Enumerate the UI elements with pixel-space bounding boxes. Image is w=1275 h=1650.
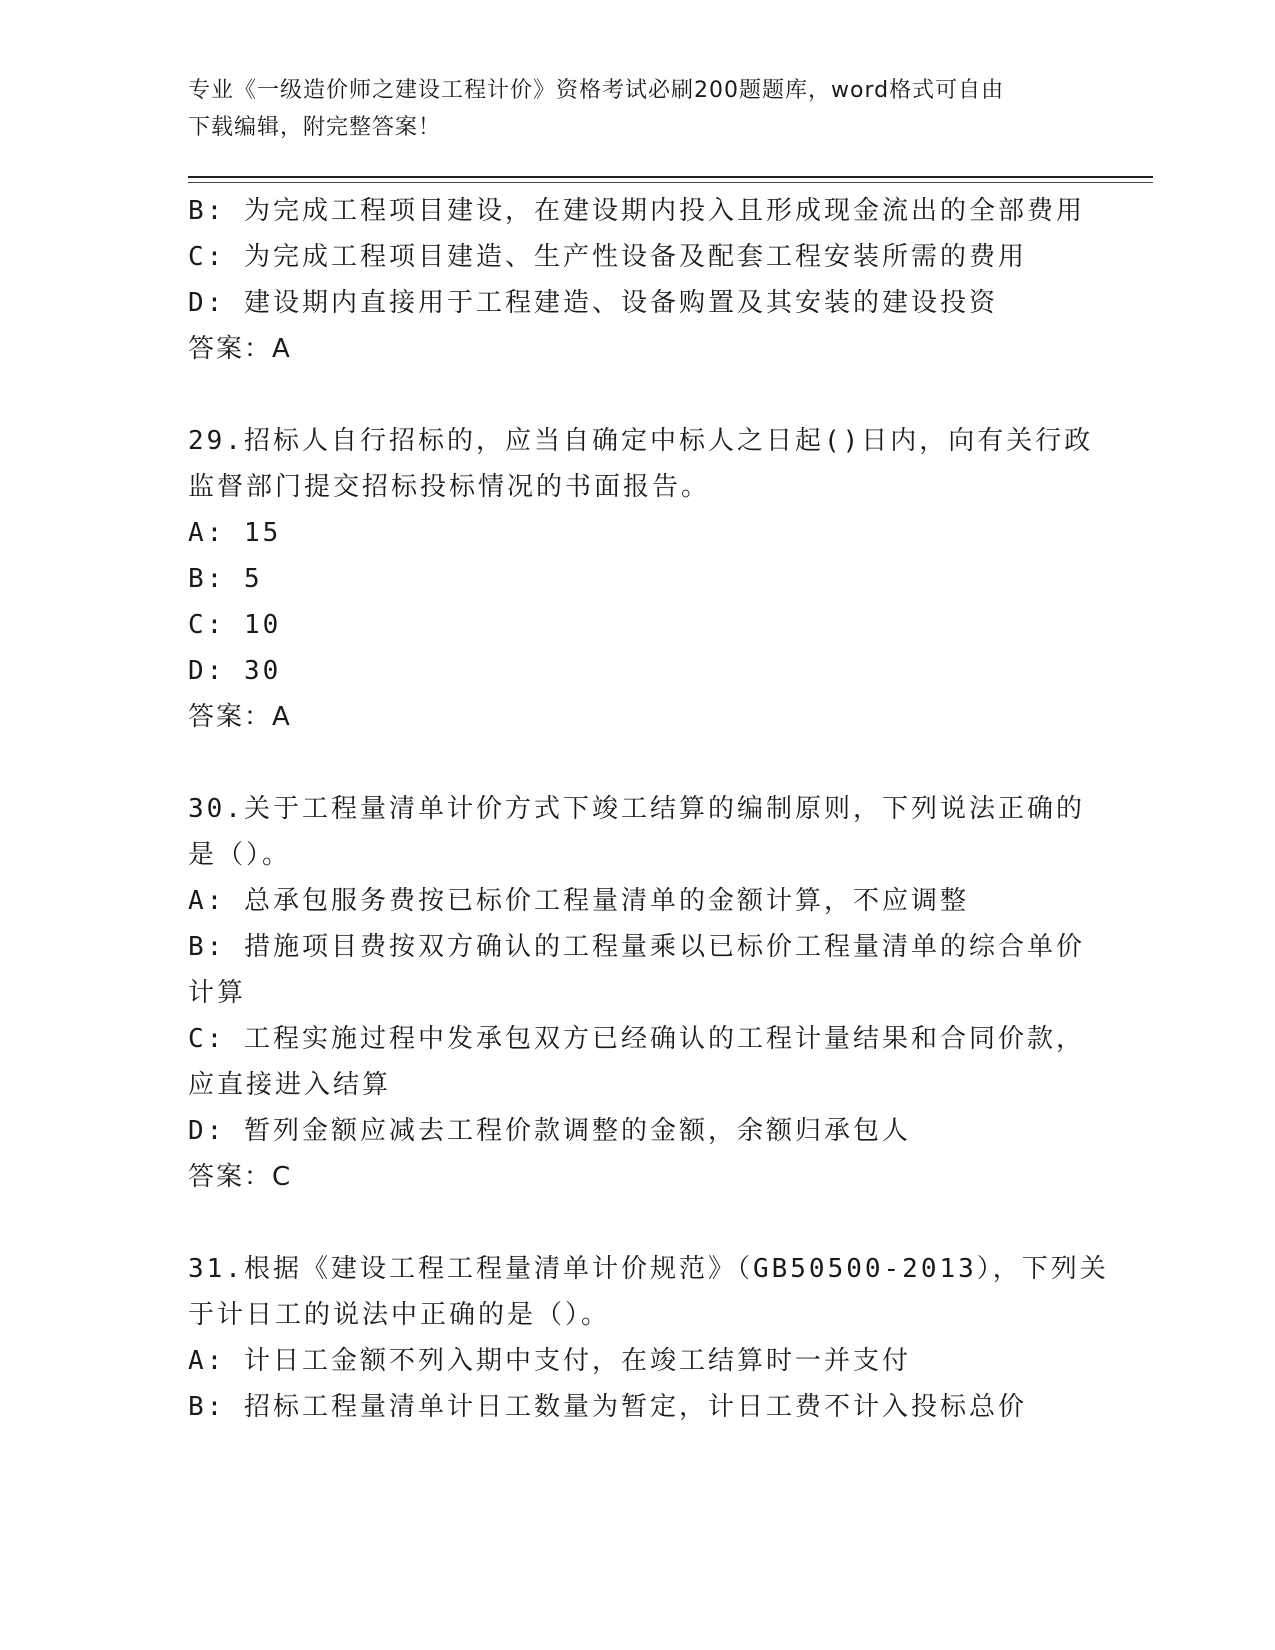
question-stem-line-2: 是（）。	[188, 840, 292, 870]
question-spacer	[188, 1200, 1088, 1246]
question-stem-line-2: 于计日工的说法中正确的是（）。	[188, 1300, 611, 1330]
question-stem-line-1: 30.关于工程量清单计价方式下竣工结算的编制原则，下列说法正确的	[188, 794, 1085, 824]
question-28	[188, 188, 1088, 372]
question-30	[188, 786, 1088, 1200]
question-spacer	[188, 740, 1088, 786]
question-spacer	[188, 372, 1088, 418]
header-rule-thick	[188, 176, 1153, 178]
option-b-line-2: 计算	[188, 978, 247, 1008]
option-a: A: 15	[188, 518, 282, 548]
option-b: B: 为完成工程项目建设，在建设期内投入且形成现金流出的全部费用	[188, 196, 1085, 226]
question-stem-line-1: 29.招标人自行招标的，应当自确定中标人之日起()日内，向有关行政	[188, 426, 1094, 456]
question-31	[188, 1246, 1109, 1430]
question-stem-line-2: 监督部门提交招标投标情况的书面报告。	[188, 472, 711, 502]
option-d: D: 暂列金额应减去工程价款调整的金额，余额归承包人	[188, 1116, 911, 1146]
answer: 答案：C	[188, 1162, 293, 1192]
option-d: D: 建设期内直接用于工程建造、设备购置及其安装的建设投资	[188, 288, 998, 318]
option-c: C: 为完成工程项目建造、生产性设备及配套工程安装所需的费用	[188, 242, 1027, 272]
answer: 答案：A	[188, 334, 292, 364]
question-content	[188, 188, 1109, 1430]
option-a: A: 总承包服务费按已标价工程量清单的金额计算，不应调整	[188, 886, 969, 916]
option-b: B: 5	[188, 564, 263, 594]
option-d: D: 30	[188, 656, 282, 686]
option-a: A: 计日工金额不列入期中支付，在竣工结算时一并支付	[188, 1346, 911, 1376]
header-line-1: 专业《一级造价师之建设工程计价》资格考试必刷200题题库，word格式可自由	[188, 78, 1005, 103]
header-rule-thin	[188, 182, 1153, 183]
page-header	[188, 72, 1088, 146]
question-stem-line-1: 31.根据《建设工程工程量清单计价规范》（GB50500-2013），下列关	[188, 1254, 1109, 1284]
option-c: C: 10	[188, 610, 282, 640]
answer: 答案：A	[188, 702, 292, 732]
option-b: B: 招标工程量清单计日工数量为暂定，计日工费不计入投标总价	[188, 1392, 1027, 1422]
option-c-line-2: 应直接进入结算	[188, 1070, 392, 1100]
question-29	[188, 418, 1094, 740]
header-line-2: 下载编辑，附完整答案！	[188, 115, 442, 140]
option-b-line-1: B: 措施项目费按双方确认的工程量乘以已标价工程量清单的综合单价	[188, 932, 1085, 962]
option-c-line-1: C: 工程实施过程中发承包双方已经确认的工程计量结果和合同价款，	[188, 1024, 1085, 1054]
